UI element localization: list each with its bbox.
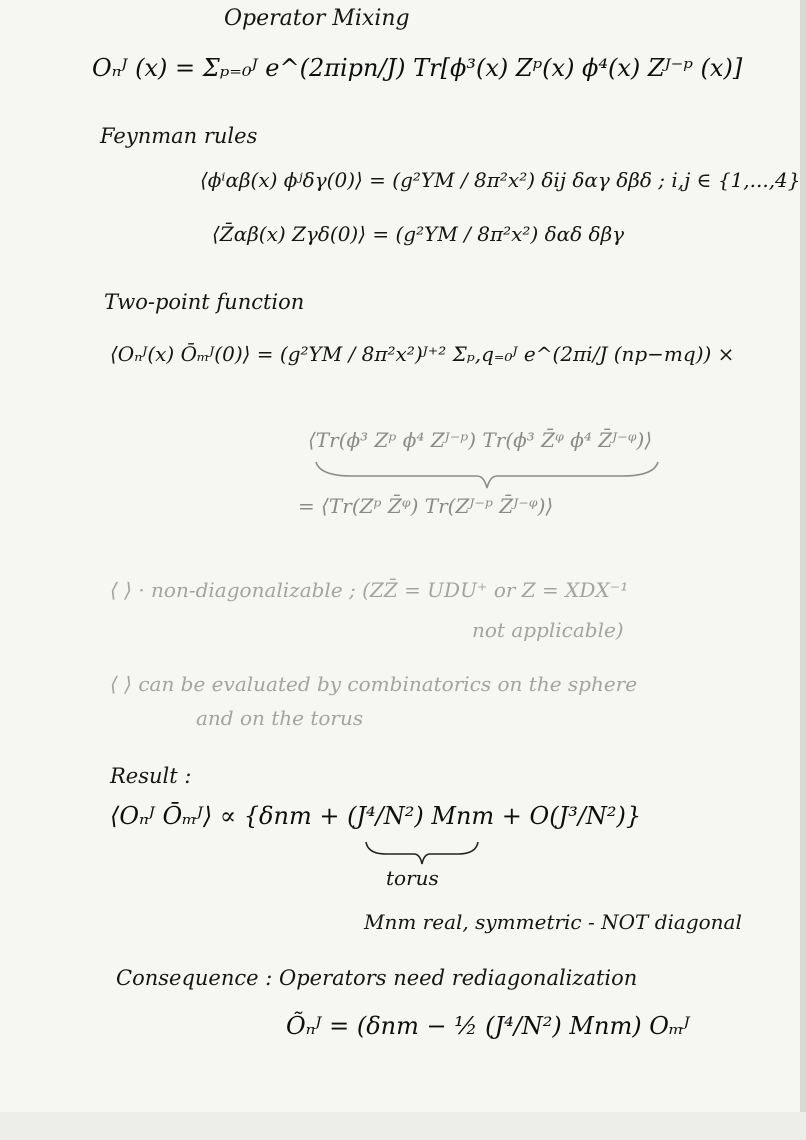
torus-label: torus [386,866,439,890]
underbrace-torus [362,838,482,868]
twopoint-equation: ⟨Oₙᴶ(x) Ōₘᴶ(0)⟩ = (g²YM / 8π²x²)ᴶ⁺² Σₚ,q₌₀ᴶ e^(2πi/J (np−mq)) × [110,342,735,366]
matrix-note: Mnm real, symmetric - NOT diagonal [364,910,742,934]
note-combinatorics: ⟨ ⟩ can be evaluated by combinatorics on the sphere [110,672,638,696]
note-not-applicable: not applicable) [472,618,624,642]
feynman-rule-z: ⟨Z̄αβ(x) Zγδ(0)⟩ = (g²YM / 8π²x²) δαδ δβγ [212,222,625,246]
underbrace-trace [312,458,662,492]
note-torus: and on the torus [196,706,364,730]
rediagonalized-operator: Õₙᴶ = (δnm − ½ (J⁴/N²) Mnm) Oₘᴶ [286,1012,690,1040]
trace-simplified: = ⟨Tr(Zᵖ Z̄ᵠ) Tr(Zᴶ⁻ᵖ Z̄ᴶ⁻ᵠ)⟩ [298,494,554,518]
trace-correlator: ⟨Tr(ϕ³ Zᵖ ϕ⁴ Zᴶ⁻ᵖ) Tr(ϕ³ Z̄ᵠ ϕ⁴ Z̄ᴶ⁻ᵠ)⟩ [308,428,653,452]
feynman-rule-phi: ⟨ϕⁱαβ(x) ϕʲδγ(0)⟩ = (g²YM / 8π²x²) δij δαγ δβδ ; i,j ∈ {1,...,4} [200,168,801,192]
scan-edge-bottom [0,1112,806,1140]
operator-definition: Oₙᴶ (x) = Σₚ₌₀ᴶ e^(2πipn/J) Tr[ϕ³(x) Zᵖ(x) ϕ⁴(x) Zᴶ⁻ᵖ (x)] [92,54,743,82]
result-equation: ⟨Oₙᴶ Ōₘᴶ⟩ ∝ {δnm + (J⁴/N²) Mnm + O(J³/N²)} [110,802,642,830]
feynman-heading: Feynman rules [100,124,258,148]
result-heading: Result : [110,764,192,788]
note-non-diagonalizable: ⟨ ⟩ · non-diagonalizable ; (ZZ̄ = UDU⁺ or Z = XDX⁻¹ [110,578,629,602]
consequence-line: Consequence : Operators need rediagonalization [116,966,638,990]
page-title: Operator Mixing [224,6,410,31]
scan-edge-right [800,0,806,1140]
twopoint-heading: Two-point function [104,290,305,314]
